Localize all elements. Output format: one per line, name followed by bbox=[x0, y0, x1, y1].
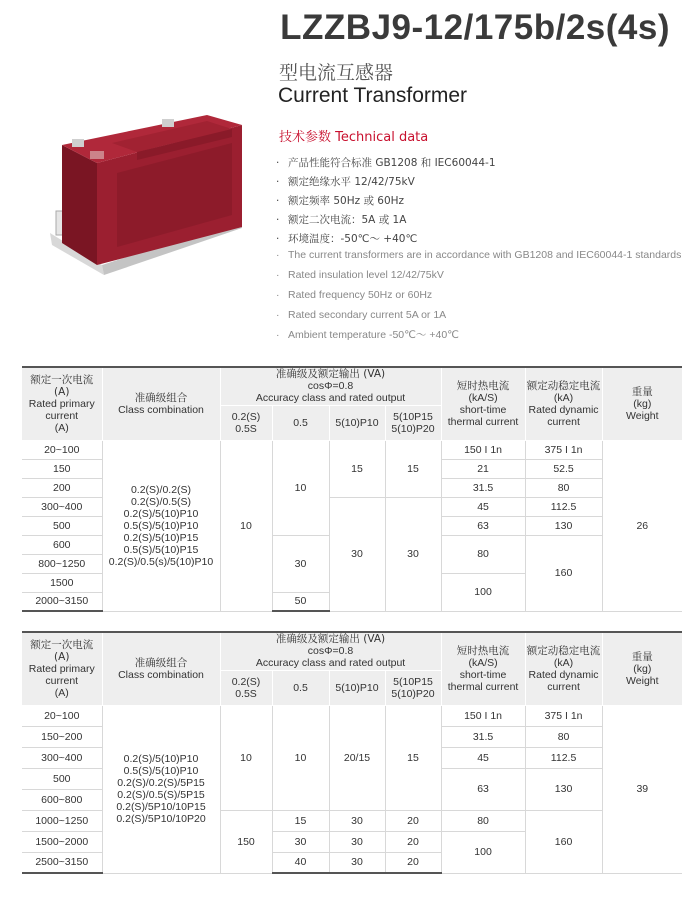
table-cell: 26 bbox=[602, 440, 682, 611]
table-cell: 45 bbox=[441, 747, 525, 768]
table-cell: 15 bbox=[329, 440, 385, 497]
table-cell: 50 bbox=[272, 592, 329, 611]
technical-data-heading: 技术参数 Technical data bbox=[279, 130, 429, 145]
spec-list-english bbox=[276, 249, 686, 349]
header-sub-02s: 0.2(S) 0.5S bbox=[220, 670, 272, 705]
header-weight: 重量 (kg) Weight bbox=[602, 367, 682, 440]
table-cell: 500 bbox=[22, 516, 102, 535]
table-cell: 112.5 bbox=[525, 747, 602, 768]
spec-item: · Rated secondary current 5A or 1A bbox=[276, 309, 447, 321]
header-dynamic-current: 额定动稳定电流 (kA) Rated dynamic current bbox=[525, 367, 602, 440]
spec-item: · 额定绝缘水平 12/42/75kV bbox=[276, 176, 415, 188]
table-cell: 15 bbox=[385, 705, 441, 810]
header-sub-p10: 5(10)P10 bbox=[329, 670, 385, 705]
header-accuracy-output: 准确级及额定输出 (VA) cosΦ=0.8 Accuracy class and rated output bbox=[220, 632, 441, 670]
table-cell: 1500 bbox=[22, 573, 102, 592]
table-cell: 30 bbox=[272, 831, 329, 852]
table-cell: 80 bbox=[441, 810, 525, 831]
table-cell: 150 bbox=[220, 810, 272, 873]
header-primary-current: 额定一次电流 (A) Rated primary current (A) bbox=[22, 367, 102, 440]
table-cell: 160 bbox=[525, 810, 602, 873]
spec-item: · Ambient temperature -50℃～ +40℃ bbox=[276, 329, 459, 341]
header-sub-p15: 5(10P15 5(10)P20 bbox=[385, 670, 441, 705]
table-cell: 0.2(S)/5(10)P10 0.5(S)/5(10)P10 0.2(S)/0.2(S)/5P15 0.2(S)/0.5(S)/5P15 0.2(S)/5P10/10P15 0.2(S)/5P10/10P20 bbox=[102, 705, 220, 873]
header-sub-p15: 5(10P15 5(10)P20 bbox=[385, 405, 441, 440]
spec-item: · 额定频率 50Hz 或 60Hz bbox=[276, 195, 405, 207]
header-primary-current: 额定一次电流 (A) Rated primary current (A) bbox=[22, 632, 102, 705]
table-cell: 300~400 bbox=[22, 497, 102, 516]
table-cell: 20/15 bbox=[329, 705, 385, 810]
table-cell: 45 bbox=[441, 497, 525, 516]
header-thermal-current: 短时热电流 (kA/S) short-time thermal current bbox=[441, 632, 525, 705]
table-cell: 100 bbox=[441, 573, 525, 611]
table-cell: 30 bbox=[329, 810, 385, 831]
table-cell: 80 bbox=[525, 726, 602, 747]
table-cell: 30 bbox=[385, 497, 441, 611]
table-cell: 39 bbox=[602, 705, 682, 873]
table-cell: 300~400 bbox=[22, 747, 102, 768]
table-cell: 10 bbox=[220, 705, 272, 810]
table-cell: 63 bbox=[441, 516, 525, 535]
table-cell: 100 bbox=[441, 831, 525, 873]
header-sub-p10: 5(10)P10 bbox=[329, 405, 385, 440]
table-cell: 1500~2000 bbox=[22, 831, 102, 852]
table-cell: 0.2(S)/0.2(S) 0.2(S)/0.5(S) 0.2(S)/5(10)P10 0.5(S)/5(10)P10 0.2(S)/5(10)P15 0.5(S)/5(10)P15 0.2(S)/0.5(s)/5(10)P10 bbox=[102, 440, 220, 611]
table-cell: 40 bbox=[272, 852, 329, 873]
header-sub-05: 0.5 bbox=[272, 670, 329, 705]
table-cell: 80 bbox=[525, 478, 602, 497]
header-sub-02s: 0.2(S) 0.5S bbox=[220, 405, 272, 440]
table-cell: 10 bbox=[220, 440, 272, 611]
table-cell: 130 bbox=[525, 516, 602, 535]
product-photo bbox=[42, 115, 264, 280]
table-cell: 30 bbox=[329, 852, 385, 873]
table-cell: 20~100 bbox=[22, 440, 102, 459]
spec-item: · The current transformers are in accordance with GB1208 and IEC60044-1 standards bbox=[276, 249, 682, 261]
table-cell: 30 bbox=[272, 535, 329, 592]
header-weight: 重量 (kg) Weight bbox=[602, 632, 682, 705]
table-cell: 31.5 bbox=[441, 478, 525, 497]
table-cell: 375 I 1n bbox=[525, 440, 602, 459]
table-cell: 30 bbox=[329, 831, 385, 852]
table-cell: 150~200 bbox=[22, 726, 102, 747]
table-cell: 20 bbox=[385, 831, 441, 852]
table-cell: 200 bbox=[22, 478, 102, 497]
table-cell: 160 bbox=[525, 535, 602, 611]
table-cell: 500 bbox=[22, 768, 102, 789]
header-class-combination: 准确级组合 Class combination bbox=[102, 632, 220, 705]
title-english: Current Transformer bbox=[278, 84, 468, 107]
table-cell: 21 bbox=[441, 459, 525, 478]
table-cell: 20 bbox=[385, 852, 441, 873]
table-cell: 30 bbox=[329, 497, 385, 611]
model-title: LZZBJ9-12/175b/2s(4s) bbox=[280, 8, 670, 47]
table-cell: 80 bbox=[441, 535, 525, 573]
header-class-combination: 准确级组合 Class combination bbox=[102, 367, 220, 440]
table-cell: 150 bbox=[22, 459, 102, 478]
spec-item: · 额定二次电流：5A 或 1A bbox=[276, 214, 407, 226]
spec-table-2 bbox=[22, 631, 682, 874]
table-cell: 2000~3150 bbox=[22, 592, 102, 611]
spec-list-chinese bbox=[276, 154, 676, 249]
table-cell: 600 bbox=[22, 535, 102, 554]
header-accuracy-output: 准确级及额定输出 (VA) cosΦ=0.8 Accuracy class and rated output bbox=[220, 367, 441, 405]
table-cell: 130 bbox=[525, 768, 602, 810]
title-chinese: 型电流互感器 bbox=[279, 62, 394, 84]
spec-item: · Rated insulation level 12/42/75kV bbox=[276, 269, 444, 281]
header-sub-05: 0.5 bbox=[272, 405, 329, 440]
table-cell: 31.5 bbox=[441, 726, 525, 747]
spec-item: · Rated frequency 50Hz or 60Hz bbox=[276, 289, 433, 301]
table-cell: 52.5 bbox=[525, 459, 602, 478]
table-cell: 10 bbox=[272, 440, 329, 535]
table-cell: 2500~3150 bbox=[22, 852, 102, 873]
table-cell: 800~1250 bbox=[22, 554, 102, 573]
spec-item: · 环境温度：-50℃～ +40℃ bbox=[276, 233, 418, 245]
table-cell: 15 bbox=[385, 440, 441, 497]
table-cell: 15 bbox=[272, 810, 329, 831]
spec-table-1 bbox=[22, 366, 682, 612]
table-cell: 150 I 1n bbox=[441, 705, 525, 726]
header-dynamic-current: 额定动稳定电流 (kA) Rated dynamic current bbox=[525, 632, 602, 705]
table-cell: 20~100 bbox=[22, 705, 102, 726]
table-cell: 375 I 1n bbox=[525, 705, 602, 726]
table-cell: 63 bbox=[441, 768, 525, 810]
table-cell: 1000~1250 bbox=[22, 810, 102, 831]
table-cell: 10 bbox=[272, 705, 329, 810]
table-cell: 600~800 bbox=[22, 789, 102, 810]
header-thermal-current: 短时热电流 (kA/S) short-time thermal current bbox=[441, 367, 525, 440]
spec-item: · 产品性能符合标准 GB1208 和 IEC60044-1 bbox=[276, 157, 496, 169]
table-cell: 150 I 1n bbox=[441, 440, 525, 459]
table-cell: 112.5 bbox=[525, 497, 602, 516]
table-cell: 20 bbox=[385, 810, 441, 831]
